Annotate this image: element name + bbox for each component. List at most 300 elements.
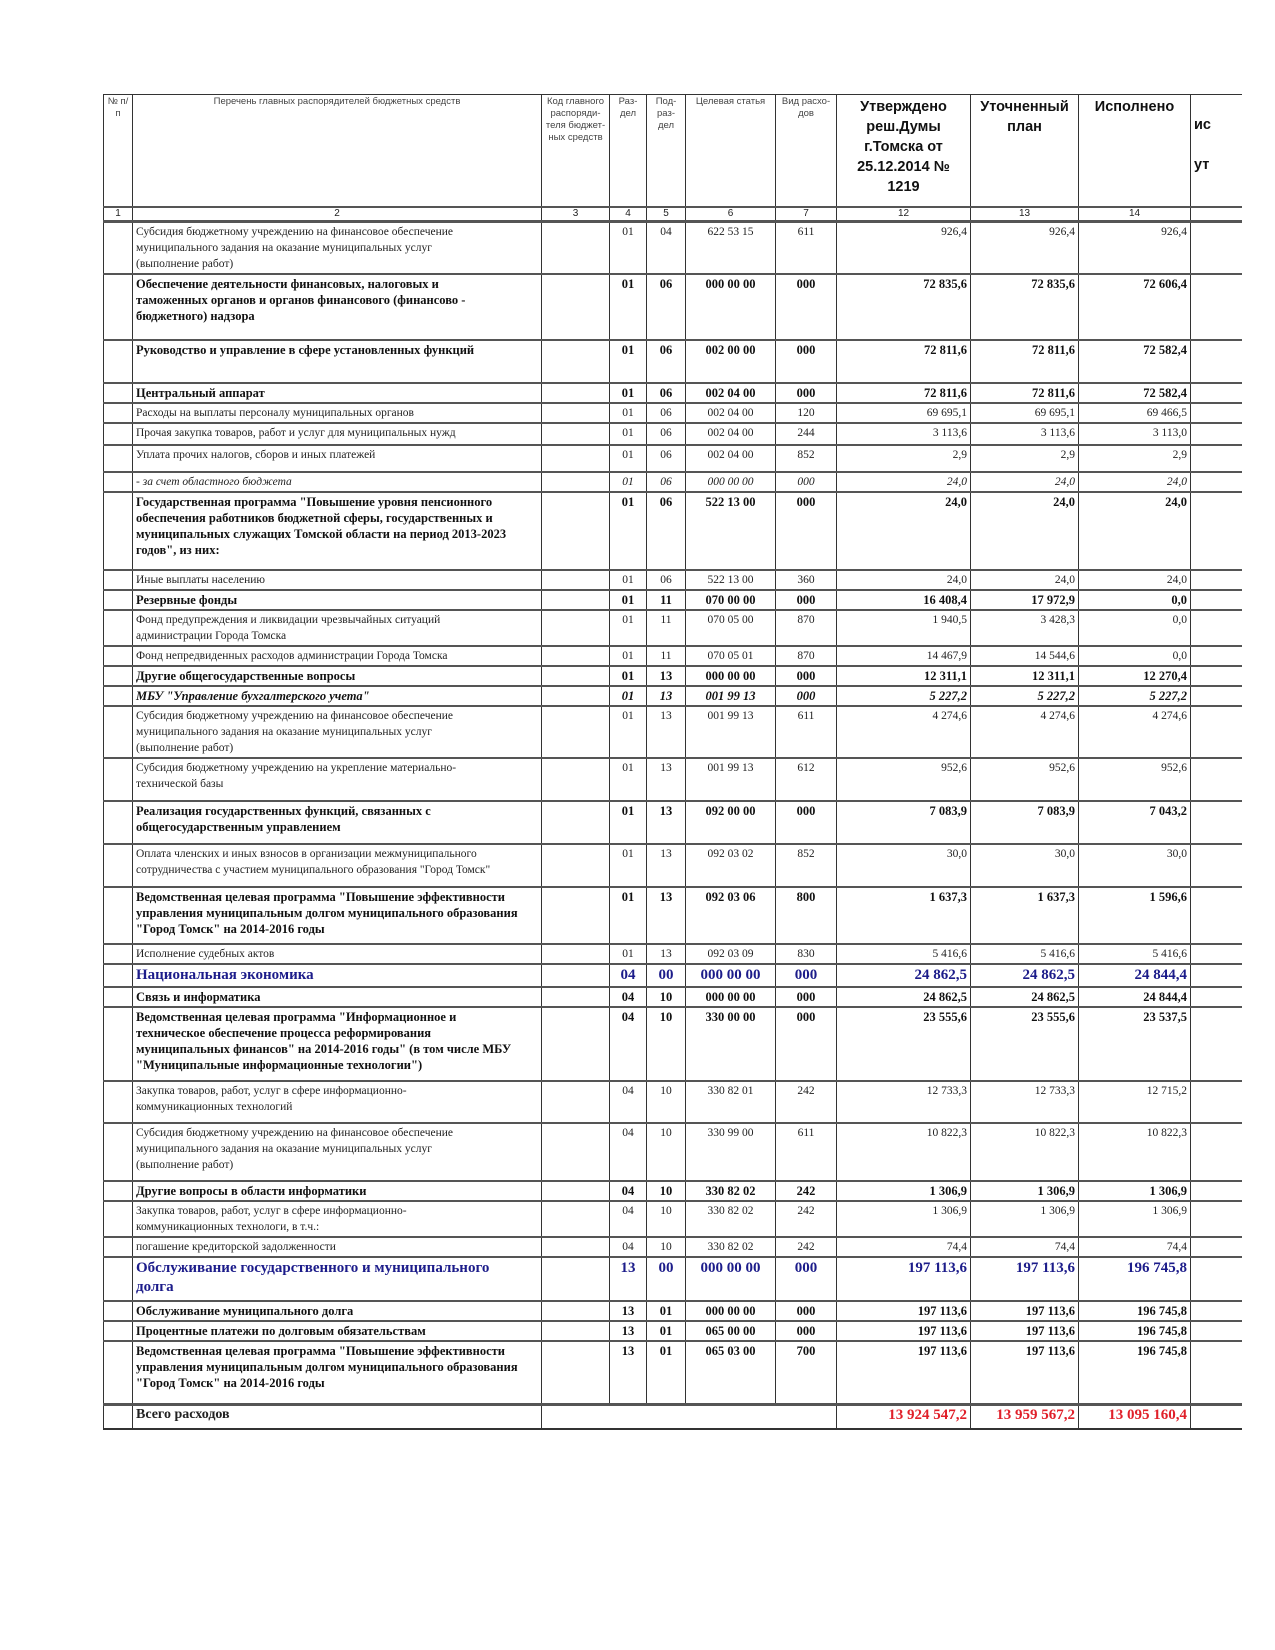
column-number: 5 [647,207,686,222]
table-row [104,340,1242,383]
cell-approved: 197 113,6 [837,1257,971,1301]
cell-section: 01 [610,706,647,758]
cell-target-article: 002 00 00 [686,340,776,383]
cell-executed: 69 466,5 [1079,403,1191,423]
cell-subsection: 11 [647,646,686,666]
cell-subsection: 06 [647,492,686,570]
cell-admin-code [542,590,610,610]
cell-approved: 5 416,6 [837,944,971,964]
cell-plan: 3 113,6 [971,423,1079,445]
cell-target-article: 330 82 02 [686,1201,776,1237]
cell-executed: 12 270,4 [1079,666,1191,686]
cell-expense-type: 611 [776,706,837,758]
cell-section: 01 [610,610,647,646]
cell-partial [1191,686,1242,706]
cell-expense-type: 000 [776,1257,837,1301]
cell-executed: 196 745,8 [1079,1301,1191,1321]
cell-executed: 5 416,6 [1079,944,1191,964]
cell-expense-type: 852 [776,844,837,887]
cell-admin-code [542,610,610,646]
row-number-cell [104,887,133,944]
header-subsection: Под-раз-дел [647,95,686,207]
cell-partial [1191,758,1242,801]
cell-partial [1191,221,1242,274]
cell-section: 01 [610,666,647,686]
total-row [104,1405,1242,1429]
cell-target-article: 002 04 00 [686,403,776,423]
cell-name: Фонд предупреждения и ликвидации чрезвычайных ситуаций администрации Города Томска [133,610,542,646]
cell-name: Субсидия бюджетному учреждению на финансовое обеспечение муниципального задания на оказание муниципальных услуг (выполнение работ) [133,706,542,758]
cell-executed: 72 582,4 [1079,383,1191,403]
cell-approved: 4 274,6 [837,706,971,758]
cell-expense-type: 000 [776,472,837,492]
cell-approved: 3 113,6 [837,423,971,445]
cell-target-article: 092 03 02 [686,844,776,887]
table-row [104,1201,1242,1237]
column-number: 4 [610,207,647,222]
table-row [104,1341,1242,1405]
cell-executed: 72 582,4 [1079,340,1191,383]
cell-admin-code [542,801,610,844]
cell-approved: 12 311,1 [837,666,971,686]
cell-plan: 2,9 [971,445,1079,472]
cell-expense-type: 000 [776,686,837,706]
row-number-cell [104,987,133,1007]
cell-partial [1191,1123,1242,1181]
cell-name: Прочая закупка товаров, работ и услуг для муниципальных нужд [133,423,542,445]
cell-subsection: 06 [647,472,686,492]
cell-executed: 196 745,8 [1079,1257,1191,1301]
cell-partial [1191,944,1242,964]
cell-name: Фонд непредвиденных расходов администрации Города Томска [133,646,542,666]
cell-admin-code [542,987,610,1007]
cell-target-article: 070 05 01 [686,646,776,666]
cell-name: Обеспечение деятельности финансовых, налоговых и таможенных органов и органов финансового (финансово - бюджетного) надзора [133,274,542,340]
cell-plan: 24,0 [971,570,1079,590]
table-row [104,610,1242,646]
cell-partial [1191,610,1242,646]
table-row [104,1123,1242,1181]
cell-name: - за счет областного бюджета [133,472,542,492]
header-executed: Исполнено [1079,95,1191,207]
cell-target-article: 092 03 06 [686,887,776,944]
cell-expense-type: 611 [776,221,837,274]
cell-plan: 69 695,1 [971,403,1079,423]
cell-plan: 10 822,3 [971,1123,1079,1181]
cell-admin-code [542,887,610,944]
row-number-cell [104,1257,133,1301]
row-number-cell [104,1201,133,1237]
cell-subsection: 13 [647,887,686,944]
cell-expense-type: 242 [776,1237,837,1257]
cell-partial [1191,1007,1242,1081]
cell-target-article: 092 00 00 [686,801,776,844]
row-number-cell [104,570,133,590]
cell-plan: 5 227,2 [971,686,1079,706]
cell-expense-type: 830 [776,944,837,964]
cell-executed: 926,4 [1079,221,1191,274]
cell-target-article: 070 00 00 [686,590,776,610]
row-number-cell [104,423,133,445]
row-number-cell [104,1341,133,1405]
cell-partial [1191,1341,1242,1405]
cell-plan: 72 835,6 [971,274,1079,340]
cell-admin-code [542,274,610,340]
cell-section: 01 [610,887,647,944]
cell-section: 04 [610,1201,647,1237]
cell-partial [1191,1181,1242,1201]
cell-target-article: 330 82 02 [686,1237,776,1257]
cell-subsection: 00 [647,964,686,987]
cell-target-article: 002 04 00 [686,423,776,445]
cell-section: 01 [610,423,647,445]
row-number-cell [104,1405,133,1429]
cell-admin-code [542,1123,610,1181]
table-row [104,844,1242,887]
cell-target-article: 070 05 00 [686,610,776,646]
cell-approved: 24 862,5 [837,964,971,987]
cell-plan: 3 428,3 [971,610,1079,646]
cell-executed: 72 606,4 [1079,274,1191,340]
cell-subsection: 06 [647,570,686,590]
header-approved: Утверждено реш.Думы г.Томска от 25.12.2014 № 1219 [837,95,971,207]
cell-name: погашение кредиторской задолженности [133,1237,542,1257]
cell-section: 01 [610,944,647,964]
cell-executed: 196 745,8 [1079,1341,1191,1405]
cell-partial [1191,706,1242,758]
cell-plan: 197 113,6 [971,1321,1079,1341]
cell-name: Ведомственная целевая программа "Повышение эффективности управления муниципальным долгом муниципального образования "Город Томск" на 2014-2016 годы [133,887,542,944]
cell-name: Уплата прочих налогов, сборов и иных платежей [133,445,542,472]
cell-name: Закупка товаров, работ, услуг в сфере информационно- коммуникационных технологи, в т.ч.: [133,1201,542,1237]
cell-subsection: 01 [647,1321,686,1341]
cell-expense-type: 700 [776,1341,837,1405]
cell-name: Исполнение судебных актов [133,944,542,964]
row-number-cell [104,492,133,570]
cell-section: 01 [610,403,647,423]
cell-subsection: 13 [647,686,686,706]
cell-name: Резервные фонды [133,590,542,610]
cell-subsection: 10 [647,1237,686,1257]
cell-approved: 926,4 [837,221,971,274]
cell-admin-code [542,1257,610,1301]
cell-section: 01 [610,686,647,706]
cell-approved: 72 811,6 [837,383,971,403]
cell-plan: 5 416,6 [971,944,1079,964]
cell-expense-type: 244 [776,423,837,445]
cell-partial [1191,472,1242,492]
table-row [104,944,1242,964]
cell-partial [1191,646,1242,666]
cell-subsection: 11 [647,610,686,646]
cell-executed: 2,9 [1079,445,1191,472]
table-row [104,706,1242,758]
column-number [1191,207,1242,222]
cell-partial [1191,801,1242,844]
cell-subsection: 06 [647,423,686,445]
row-number-cell [104,1301,133,1321]
table-row [104,666,1242,686]
cell-target-article: 000 00 00 [686,987,776,1007]
cell-executed: 7 043,2 [1079,801,1191,844]
table-row [104,1081,1242,1123]
header-name: Перечень главных распорядителей бюджетных средств [133,95,542,207]
cell-approved: 14 467,9 [837,646,971,666]
cell-subsection: 10 [647,1007,686,1081]
column-number: 7 [776,207,837,222]
cell-partial [1191,1081,1242,1123]
header-target-article: Целевая статья [686,95,776,207]
cell-section: 13 [610,1301,647,1321]
cell-subsection: 13 [647,706,686,758]
cell-target-article: 001 99 13 [686,758,776,801]
cell-name: Связь и информатика [133,987,542,1007]
cell-plan: 14 544,6 [971,646,1079,666]
cell-admin-code [542,646,610,666]
row-number-cell [104,1081,133,1123]
cell-section: 04 [610,987,647,1007]
cell-target-article: 000 00 00 [686,472,776,492]
cell-plan: 1 306,9 [971,1201,1079,1237]
cell-approved: 24,0 [837,570,971,590]
cell-admin-code [542,706,610,758]
table-row [104,1257,1242,1301]
cell-section: 01 [610,801,647,844]
cell-admin-code [542,1081,610,1123]
cell-approved: 197 113,6 [837,1301,971,1321]
cell-partial [1191,1301,1242,1321]
cell-admin-code [542,340,610,383]
cell-plan: 197 113,6 [971,1301,1079,1321]
table-row [104,987,1242,1007]
cell-approved: 72 811,6 [837,340,971,383]
cell-admin-code [542,1237,610,1257]
row-number-cell [104,1007,133,1081]
cell-target-article: 065 00 00 [686,1321,776,1341]
cell-executed: 1 306,9 [1079,1201,1191,1237]
row-number-cell [104,1237,133,1257]
cell-executed: 24,0 [1079,492,1191,570]
cell-admin-code [542,666,610,686]
cell-name: Обслуживание муниципального долга [133,1301,542,1321]
cell-target-article: 330 99 00 [686,1123,776,1181]
cell-approved: 24,0 [837,492,971,570]
column-number: 3 [542,207,610,222]
cell-plan: 952,6 [971,758,1079,801]
cell-section: 01 [610,844,647,887]
cell-plan: 12 733,3 [971,1081,1079,1123]
header-expense-type: Вид расхо-дов [776,95,837,207]
cell-section: 01 [610,472,647,492]
cell-subsection: 06 [647,445,686,472]
cell-partial [1191,383,1242,403]
cell-target-article: 522 13 00 [686,570,776,590]
cell-executed: 4 274,6 [1079,706,1191,758]
cell-name: Национальная экономика [133,964,542,987]
cell-target-article: 000 00 00 [686,274,776,340]
row-number-cell [104,758,133,801]
cell-approved: 1 940,5 [837,610,971,646]
cell-partial [1191,666,1242,686]
row-number-cell [104,274,133,340]
cell-subsection: 13 [647,801,686,844]
table-row [104,964,1242,987]
cell-section: 04 [610,964,647,987]
cell-executed: 196 745,8 [1079,1321,1191,1341]
cell-target-article: 000 00 00 [686,1257,776,1301]
cell-target-article: 000 00 00 [686,1301,776,1321]
cell-name: Субсидия бюджетному учреждению на финансовое обеспечение муниципального задания на оказание муниципальных услуг (выполнение работ) [133,221,542,274]
cell-admin-code [542,1181,610,1201]
table-row [104,221,1242,274]
column-number: 1 [104,207,133,222]
cell-plan: 24,0 [971,472,1079,492]
cell-subsection: 00 [647,1257,686,1301]
cell-admin-code [542,686,610,706]
cell-plan: 30,0 [971,844,1079,887]
cell-admin-code [542,1341,610,1405]
cell-approved: 10 822,3 [837,1123,971,1181]
cell-approved: 2,9 [837,445,971,472]
column-number: 12 [837,207,971,222]
cell-expense-type: 242 [776,1181,837,1201]
cell-partial [1191,1201,1242,1237]
cell-subsection: 06 [647,274,686,340]
cell-expense-type: 000 [776,274,837,340]
cell-approved: 16 408,4 [837,590,971,610]
cell-partial [1191,964,1242,987]
cell-plan: 1 637,3 [971,887,1079,944]
cell-expense-type: 000 [776,492,837,570]
cell-approved: 197 113,6 [837,1321,971,1341]
cell-plan: 24,0 [971,492,1079,570]
table-row [104,1181,1242,1201]
cell-expense-type: 852 [776,445,837,472]
table-row [104,1237,1242,1257]
cell-expense-type: 870 [776,646,837,666]
total-approved: 13 924 547,2 [837,1405,971,1429]
cell-expense-type: 000 [776,666,837,686]
cell-executed: 10 822,3 [1079,1123,1191,1181]
table-row [104,887,1242,944]
cell-partial [1191,274,1242,340]
cell-subsection: 10 [647,1201,686,1237]
row-number-cell [104,1123,133,1181]
cell-executed: 74,4 [1079,1237,1191,1257]
cell-expense-type: 800 [776,887,837,944]
cell-approved: 5 227,2 [837,686,971,706]
cell-admin-code [542,1321,610,1341]
cell-admin-code [542,1201,610,1237]
cell-section: 04 [610,1123,647,1181]
table-row [104,274,1242,340]
cell-executed: 24 844,4 [1079,964,1191,987]
cell-approved: 1 637,3 [837,887,971,944]
cell-approved: 1 306,9 [837,1181,971,1201]
cell-name: Государственная программа "Повышение уровня пенсионного обеспечения работников бюджетной сферы, государственных и муниципальных служащих Томской области на период 2013-2023 годов", из них: [133,492,542,570]
cell-expense-type: 000 [776,987,837,1007]
column-number-row [104,207,1242,222]
cell-name: Руководство и управление в сфере установленных функций [133,340,542,383]
table-row [104,570,1242,590]
cell-subsection: 13 [647,758,686,801]
cell-admin-code [542,383,610,403]
cell-plan: 197 113,6 [971,1341,1079,1405]
cell-expense-type: 000 [776,383,837,403]
cell-subsection: 11 [647,590,686,610]
row-number-cell [104,403,133,423]
cell-expense-type: 360 [776,570,837,590]
cell-name: Оплата членских и иных взносов в организации межмуниципального сотрудничества с участием муниципального образования "Город Томск" [133,844,542,887]
row-number-cell [104,445,133,472]
cell-executed: 1 596,6 [1079,887,1191,944]
cell-section: 01 [610,590,647,610]
cell-admin-code [542,445,610,472]
cell-subsection: 10 [647,987,686,1007]
cell-executed: 24,0 [1079,472,1191,492]
cell-partial [1191,1237,1242,1257]
row-number-cell [104,590,133,610]
cell-expense-type: 242 [776,1201,837,1237]
row-number-cell [104,646,133,666]
cell-target-article: 002 04 00 [686,383,776,403]
table-row [104,801,1242,844]
column-number: 14 [1079,207,1191,222]
cell-executed: 1 306,9 [1079,1181,1191,1201]
header-partial-column: ис ут [1191,95,1242,207]
cell-target-article: 622 53 15 [686,221,776,274]
total-executed: 13 095 160,4 [1079,1405,1191,1429]
cell-plan: 926,4 [971,221,1079,274]
cell-executed: 5 227,2 [1079,686,1191,706]
cell-name: Обслуживание государственного и муниципального долга [133,1257,542,1301]
cell-admin-code [542,403,610,423]
cell-executed: 24,0 [1079,570,1191,590]
cell-admin-code [542,570,610,590]
cell-partial [1191,1257,1242,1301]
cell-expense-type: 000 [776,801,837,844]
row-number-cell [104,610,133,646]
cell-name: Закупка товаров, работ, услуг в сфере информационно- коммуникационных технологий [133,1081,542,1123]
cell-name: Иные выплаты населению [133,570,542,590]
expenditure-table [103,94,1242,1430]
header-plan: Уточненный план [971,95,1079,207]
table-row [104,686,1242,706]
cell-admin-code [542,758,610,801]
cell-name: Другие вопросы в области информатики [133,1181,542,1201]
cell-subsection: 06 [647,403,686,423]
table-row [104,1321,1242,1341]
cell-plan: 1 306,9 [971,1181,1079,1201]
cell-expense-type: 000 [776,1301,837,1321]
cell-executed: 12 715,2 [1079,1081,1191,1123]
cell-subsection: 04 [647,221,686,274]
cell-target-article: 330 00 00 [686,1007,776,1081]
cell-executed: 0,0 [1079,646,1191,666]
cell-plan: 12 311,1 [971,666,1079,686]
cell-target-article: 001 99 13 [686,706,776,758]
total-plan: 13 959 567,2 [971,1405,1079,1429]
cell-partial [1191,1405,1242,1429]
cell-approved: 74,4 [837,1237,971,1257]
cell-section: 01 [610,758,647,801]
cell-partial [1191,403,1242,423]
cell-section: 13 [610,1321,647,1341]
cell-plan: 72 811,6 [971,383,1079,403]
cell-name: Ведомственная целевая программа "Повышение эффективности управления муниципальным долгом муниципального образования "Город Томск" на 2014-2016 годы [133,1341,542,1405]
cell-target-article: 065 03 00 [686,1341,776,1405]
cell-subsection: 10 [647,1081,686,1123]
